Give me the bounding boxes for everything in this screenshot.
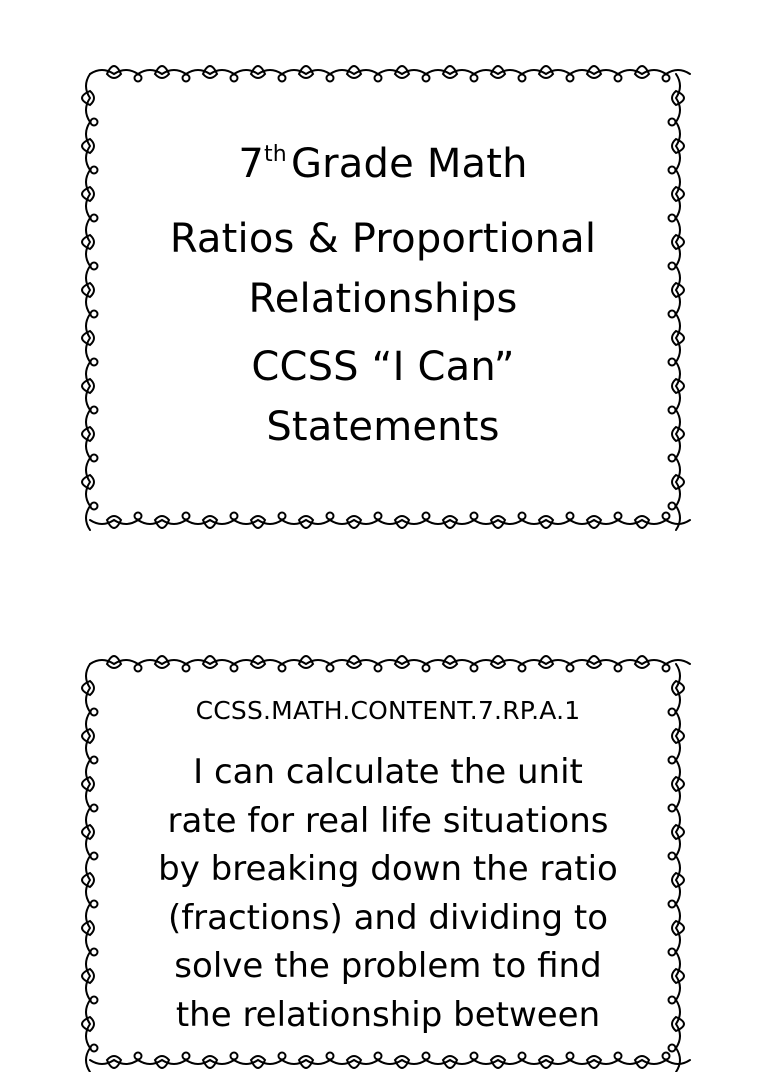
title-text — [118, 134, 648, 457]
statement-line: the relationship between — [175, 994, 601, 1035]
grade-subject: Grade Math — [290, 141, 528, 187]
statement-card — [78, 652, 688, 1072]
grade-heading — [118, 134, 648, 201]
label-line-1: CCSS “I Can” — [251, 344, 515, 390]
statement-line: rate for real life situations — [167, 800, 609, 841]
standard-code: CCSS.MATH.CONTENT.7.RP.A.1 — [195, 696, 581, 725]
statement-line: (fractions) and dividing to — [167, 897, 609, 938]
statement-line: by breaking down the ratio — [158, 849, 618, 889]
i-can-statement — [118, 748, 658, 1039]
topic-line-2: Relationships — [248, 276, 518, 322]
label-line-2: Statements — [266, 404, 500, 450]
statement-line: solve the problem to find — [174, 946, 602, 986]
grade-suffix: th — [263, 142, 287, 167]
topic-line-1: Ratios & Proportional — [169, 216, 597, 262]
grade-number: 7 — [238, 141, 264, 187]
statement-line: I can calculate the unit — [193, 752, 583, 792]
title-card — [78, 62, 688, 532]
